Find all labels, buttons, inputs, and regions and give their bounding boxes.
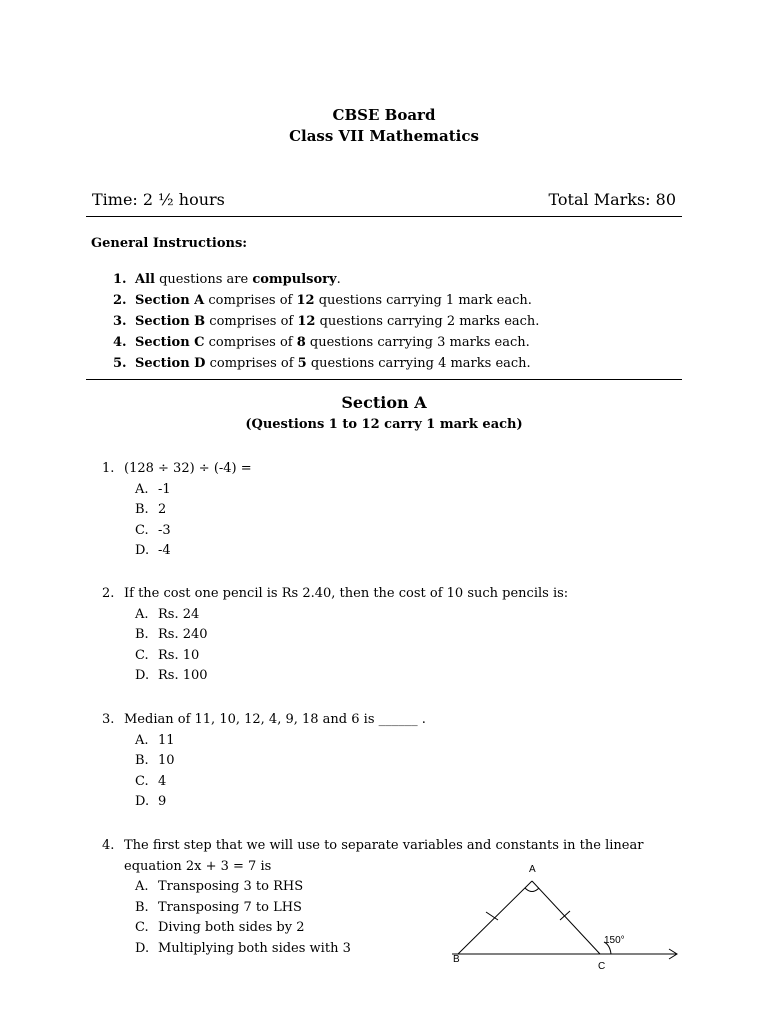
option-b: B. Rs. 240 (135, 627, 208, 643)
vertex-label-c: C (598, 961, 606, 972)
vertex-label-b: B (453, 954, 460, 965)
instruction-item: 4. Section C comprises of 8 questions carrying 3 marks each. (113, 335, 530, 350)
question-number: 3. (102, 712, 115, 727)
divider-top (86, 216, 682, 217)
option-b: B. 10 (135, 753, 175, 769)
question-text-continued: equation 2x + 3 = 7 is (124, 858, 272, 874)
triangle-figure (440, 855, 690, 975)
section-subtitle: (Questions 1 to 12 carry 1 mark each) (245, 417, 523, 432)
instruction-item: 3. Section B comprises of 12 questions carrying 2 marks each. (113, 314, 540, 329)
option-a: A. Rs. 24 (135, 606, 200, 622)
question-number: 4. (102, 838, 115, 853)
subject-title: Class VII Mathematics (289, 127, 479, 145)
option-d: D. Rs. 100 (135, 668, 208, 684)
option-d: D. -4 (135, 543, 171, 559)
question-2 (102, 584, 568, 687)
section-title: Section A (341, 393, 427, 412)
board-title: CBSE Board (332, 106, 436, 124)
instruction-item: 2. Section A comprises of 12 questions carrying 1 mark each. (113, 293, 532, 308)
instruction-item: 5. Section D comprises of 5 questions carrying 4 marks each. (113, 356, 531, 371)
general-instructions-heading: General Instructions: (91, 236, 248, 251)
angle-label: 150° (604, 935, 625, 946)
right-angle-mark (525, 888, 539, 892)
divider-bottom (86, 379, 682, 380)
time-allowed: Time: 2 ½ hours (92, 190, 225, 209)
question-text: The first step that we will use to separate variables and constants in the linear (124, 838, 644, 853)
question-text: If the cost one pencil is Rs 2.40, then the cost of 10 such pencils is: (124, 586, 569, 601)
option-c: C. 4 (135, 773, 167, 789)
total-marks: Total Marks: 80 (548, 190, 676, 209)
option-c: C. -3 (135, 522, 171, 538)
option-c: C. Diving both sides by 2 (135, 920, 305, 936)
option-b: B. Transposing 7 to LHS (135, 899, 302, 915)
question-number: 2. (102, 586, 115, 601)
option-d: D. Multiplying both sides with 3 (135, 940, 351, 956)
option-c: C. Rs. 10 (135, 647, 200, 663)
option-a: A. -1 (135, 481, 171, 497)
option-d: D. 9 (135, 794, 167, 810)
vertex-label-a: A (529, 864, 536, 875)
question-number: 1. (102, 461, 115, 476)
question-1 (102, 459, 252, 562)
question-text: Median of 11, 10, 12, 4, 9, 18 and 6 is ______ . (124, 712, 426, 727)
instructions-list (113, 269, 539, 374)
question-text: (128 ÷ 32) ÷ (-4) = (124, 461, 252, 476)
instruction-item: 1. All questions are compulsory. (113, 272, 341, 287)
options-list (135, 480, 252, 562)
option-a: A. Transposing 3 to RHS (135, 879, 304, 895)
question-3 (102, 710, 426, 813)
options-list (135, 731, 426, 813)
option-a: A. 11 (135, 732, 175, 748)
side-ac (532, 881, 600, 954)
options-list (135, 605, 568, 687)
option-b: B. 2 (135, 502, 167, 518)
